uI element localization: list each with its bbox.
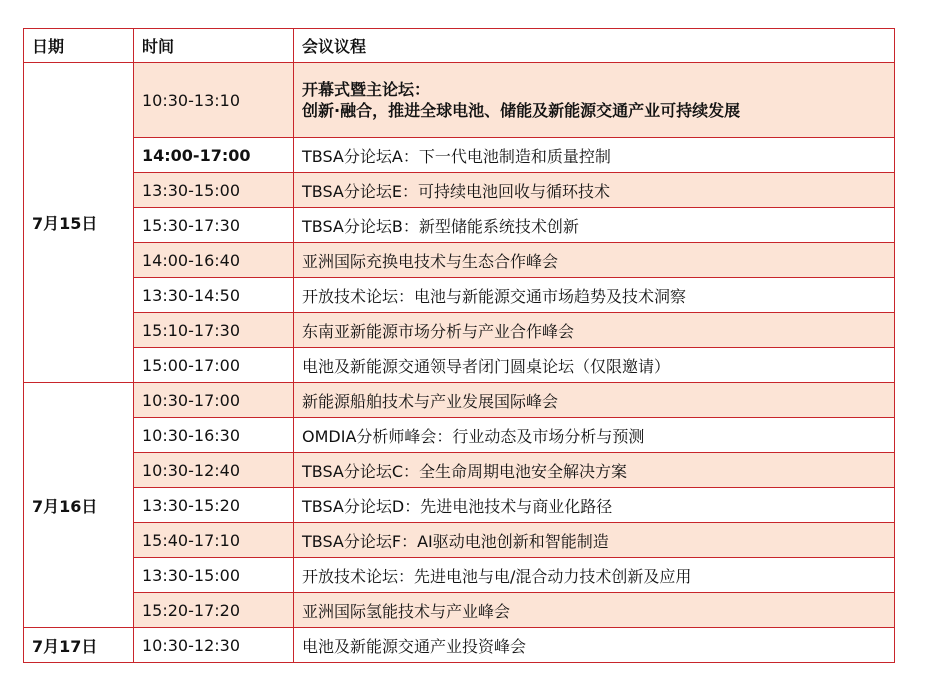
table-row [24,208,895,243]
time-cell: 13:30-14:50 [134,278,294,313]
table-row [24,628,895,663]
time-cell: 13:30-15:20 [134,488,294,523]
agenda-cell: TBSA分论坛E：可持续电池回收与循环技术 [294,173,895,208]
table-row [24,593,895,628]
time-cell: 10:30-16:30 [134,418,294,453]
date-cell: 7月15日 [24,63,134,383]
agenda-cell: 亚洲国际氢能技术与产业峰会 [294,593,895,628]
time-cell: 10:30-17:00 [134,383,294,418]
table-row [24,138,895,173]
table-row [24,383,895,418]
header-date: 日期 [24,29,134,63]
agenda-cell: 开放技术论坛：先进电池与电/混合动力技术创新及应用 [294,558,895,593]
table-row [24,488,895,523]
table-row [24,558,895,593]
agenda-cell-opening [294,63,895,138]
table-header-row [24,29,895,63]
agenda-cell: TBSA分论坛D：先进电池技术与商业化路径 [294,488,895,523]
time-cell: 13:30-15:00 [134,558,294,593]
agenda-cell: TBSA分论坛B：新型储能系统技术创新 [294,208,895,243]
agenda-cell: 电池及新能源交通产业投资峰会 [294,628,895,663]
table-row [24,523,895,558]
table-row [24,313,895,348]
table-row [24,418,895,453]
agenda-cell: 电池及新能源交通领导者闭门圆桌论坛（仅限邀请） [294,348,895,383]
agenda-cell: OMDIA分析师峰会：行业动态及市场分析与预测 [294,418,895,453]
opening-title-line1: 开幕式暨主论坛： [302,80,431,99]
table-row [24,173,895,208]
header-agenda: 会议议程 [294,29,895,63]
table-row [24,453,895,488]
agenda-cell: 开放技术论坛：电池与新能源交通市场趋势及技术洞察 [294,278,895,313]
table-row [24,243,895,278]
time-cell: 10:30-12:30 [134,628,294,663]
schedule-table [23,28,895,663]
agenda-cell: TBSA分论坛C：全生命周期电池安全解决方案 [294,453,895,488]
time-cell: 10:30-12:40 [134,453,294,488]
table-row [24,278,895,313]
time-cell: 14:00-16:40 [134,243,294,278]
table-row [24,63,895,138]
time-cell: 14:00-17:00 [134,138,294,173]
agenda-cell: 东南亚新能源市场分析与产业合作峰会 [294,313,895,348]
time-cell: 15:00-17:00 [134,348,294,383]
date-cell: 7月17日 [24,628,134,663]
agenda-cell: 亚洲国际充换电技术与生态合作峰会 [294,243,895,278]
time-cell: 15:10-17:30 [134,313,294,348]
agenda-cell: TBSA分论坛A：下一代电池制造和质量控制 [294,138,895,173]
opening-title-line2: 创新·融合，推进全球电池、储能及新能源交通产业可持续发展 [302,101,741,120]
header-time: 时间 [134,29,294,63]
time-cell: 15:40-17:10 [134,523,294,558]
time-cell: 13:30-15:00 [134,173,294,208]
agenda-cell: 新能源船舶技术与产业发展国际峰会 [294,383,895,418]
agenda-cell: TBSA分论坛F：AI驱动电池创新和智能制造 [294,523,895,558]
time-cell: 15:20-17:20 [134,593,294,628]
date-cell: 7月16日 [24,383,134,628]
time-cell: 10:30-13:10 [134,63,294,138]
time-cell: 15:30-17:30 [134,208,294,243]
table-row [24,348,895,383]
